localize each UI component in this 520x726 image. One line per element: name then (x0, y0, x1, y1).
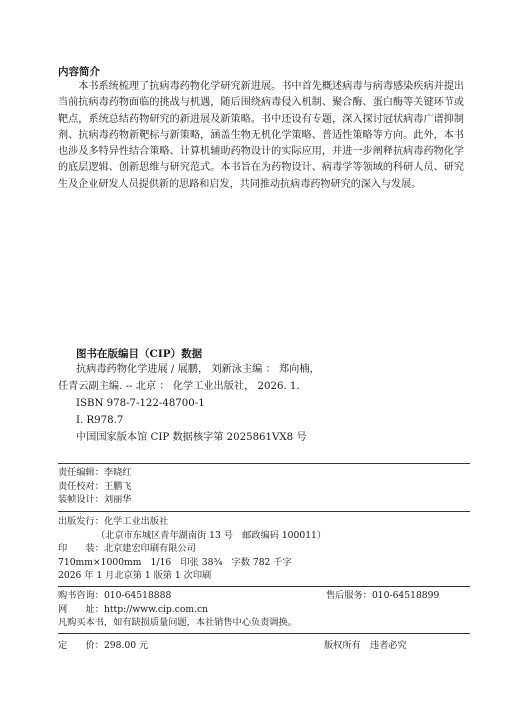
publisher-label: 出版发行： (58, 516, 104, 527)
price-row (58, 639, 470, 653)
website-link[interactable]: http://www.cip.com.cn (103, 603, 209, 615)
website-row (58, 603, 470, 617)
price-label: 定 价： (58, 640, 104, 651)
divider (58, 586, 470, 587)
proofreader-row (58, 480, 132, 494)
price-value: 298.00 元 (103, 640, 149, 651)
price-info (58, 639, 470, 653)
cip-classification-line: Ⅰ. R978.7 (76, 415, 124, 426)
cip-heading: 图书在版编目（CIP）数据 (76, 348, 203, 360)
cip-publisher-line: 任青云副主编. -- 北京 ： 化学工业出版社， 2026. 1. (58, 381, 300, 392)
copyright-notice: 版权所有 违者必究 (324, 640, 407, 651)
proofreader-label: 责任校对： (58, 480, 104, 492)
editor-credits (58, 466, 132, 507)
divider (58, 633, 470, 634)
service-phone: 010-64518899 (371, 590, 440, 601)
proofreader: 王鹏飞 (103, 480, 132, 492)
cip-record (58, 361, 478, 446)
cip-title-line: 抗病毒药物化学进展 / 展鹏， 刘新泳主编 ： 郑向楠， (76, 364, 320, 375)
website-label: 网 址： (58, 603, 104, 615)
publisher-address: （北京市东城区青年湖南街 13 号 邮政编码 100011） (96, 529, 327, 541)
summary-heading: 内容简介 (58, 66, 100, 78)
publisher-row (58, 515, 326, 529)
divider (58, 511, 470, 512)
cip-isbn-line: ISBN 978-7-122-48700-1 (76, 398, 205, 409)
designer-row (58, 493, 132, 507)
divider (58, 463, 470, 464)
cip-record-number-line: 中国国家版本馆 CIP 数据核字第 2025861VX8 号 (76, 432, 307, 443)
purchase-label: 购书咨询： (58, 590, 104, 601)
edition-info: 2026 年 1 月北京第 1 版第 1 次印刷 (58, 570, 212, 582)
contact-info (58, 589, 470, 630)
service-label: 售后服务： (326, 590, 372, 601)
printer-label: 印 装： (58, 543, 104, 555)
designer-label: 装帧设计： (58, 494, 104, 506)
responsible-editor-row (58, 466, 132, 480)
responsible-editor-label: 责任编辑： (58, 467, 104, 478)
format-specs: 710mm×1000mm 1/16 印张 38¾ 字数 782 千字 (58, 556, 292, 568)
publisher: 化学工业出版社 (103, 516, 169, 527)
responsible-editor: 李晓红 (103, 467, 132, 478)
printer: 北京建宏印刷有限公司 (103, 543, 196, 555)
printer-row (58, 542, 326, 556)
summary-body: 本书系统梳理了抗病毒药物化学研究新进展。书中首先概述病毒与病毒感染疾病并提出当前抗病毒药物面临的挑战与机遇，随后围绕病毒侵入机制、聚合酶、蛋白酶等关键环节或靶点，系统总结药物研究的新进展及新策略。书中还设有专题，深入探讨冠状病毒广谱抑制剂、抗病毒药物新靶标与新策略，涵盖生物无机化学策略、普适性策略等方向。此外，本书也涉及多特异性结合策略、计算机辅助药物设计的实际应用，并进一步阐释抗病毒药物化学的底层逻辑、创新思维与研究范式。本书旨在为药物设计、病毒学等领域的科研人员、研究生及企业研发人员提供新的思路和启发，共同推动抗病毒药物研究的深入与发展。 (58, 81, 464, 190)
purchase-phone: 010-64518888 (103, 590, 172, 601)
after-sales (326, 589, 439, 603)
designer: 刘丽华 (103, 494, 132, 506)
publishing-info (58, 515, 326, 583)
quality-notice: 凡购买本书，如有缺损质量问题，本社销售中心负责调换。 (58, 617, 297, 629)
phone-row (58, 589, 470, 603)
